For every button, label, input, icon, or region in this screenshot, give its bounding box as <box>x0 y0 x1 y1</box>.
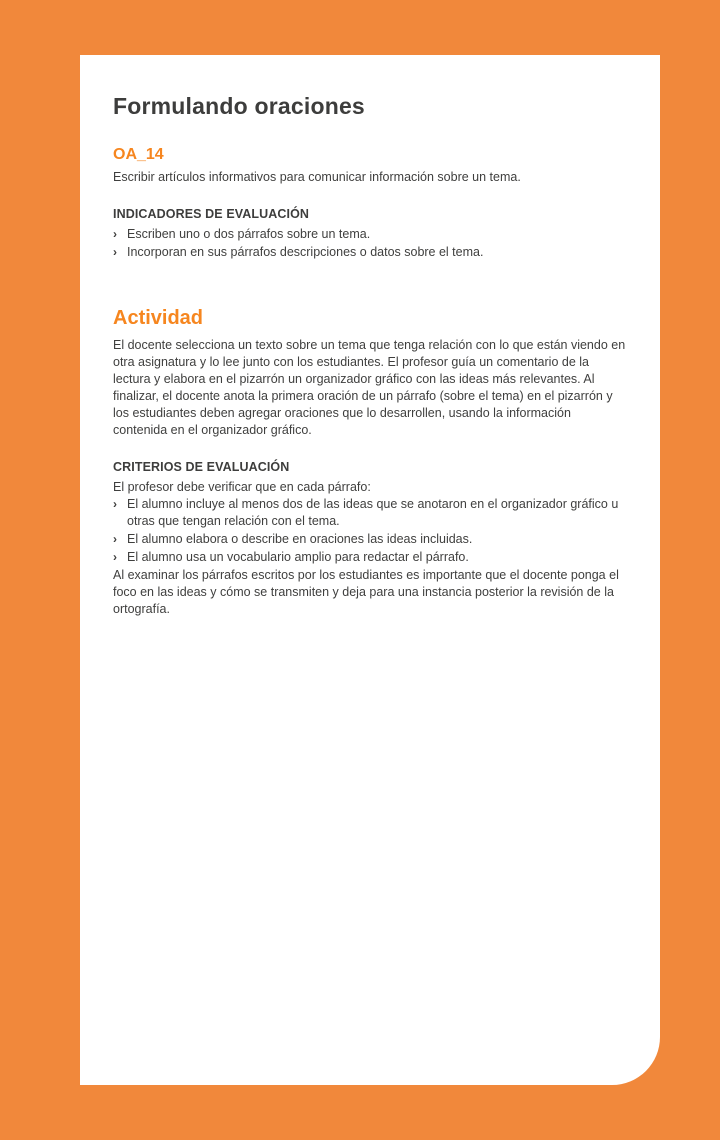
list-item <box>113 496 628 530</box>
page-title: Formulando oraciones <box>113 93 365 119</box>
list-item <box>113 226 628 243</box>
list-item-text: El alumno usa un vocabulario amplio para redactar el párrafo. <box>127 550 469 564</box>
indicadores-list <box>113 226 628 261</box>
list-item-text: El alumno elabora o describe en oraciones las ideas incluidas. <box>127 532 473 546</box>
bullet-icon: › <box>113 497 117 511</box>
indicadores-heading: INDICADORES DE EVALUACIÓN <box>113 207 310 221</box>
criterios-intro: El profesor debe verificar que en cada párrafo: <box>113 480 371 494</box>
criterios-heading: CRITERIOS DE EVALUACIÓN <box>113 460 290 474</box>
criterios-list <box>113 496 628 566</box>
actividad-body: El docente selecciona un texto sobre un tema que tenga relación con lo que están viendo en otra asignatura y lo lee junto con los estudiantes. El profesor guía un comentario de la lectura y elabora en el pizarrón un organizador gráfico con las ideas más relevantes. Al finalizar, el docente anota la primera oración de un párrafo (sobre el tema) en el pizarrón y los estudiantes deben agregar oraciones que lo desarrollen, usando la información contenida en el organizador gráfico. <box>113 338 626 437</box>
bullet-icon: › <box>113 550 117 564</box>
list-item-text: Incorporan en sus párrafos descripciones o datos sobre el tema. <box>127 245 484 259</box>
list-item <box>113 244 628 261</box>
bullet-icon: › <box>113 245 117 259</box>
bullet-icon: › <box>113 227 117 241</box>
list-item-text: Escriben uno o dos párrafos sobre un tema. <box>127 227 371 241</box>
criterios-outro: Al examinar los párrafos escritos por los estudiantes es importante que el docente ponga el foco en las ideas y cómo se transmiten y deja para una instancia posterior la revisión de la ortografía. <box>113 568 619 616</box>
actividad-heading: Actividad <box>113 307 204 329</box>
list-item <box>113 531 628 548</box>
document-card <box>80 55 660 1085</box>
bullet-icon: › <box>113 532 117 546</box>
list-item <box>113 549 628 566</box>
oa-description: Escribir artículos informativos para comunicar información sobre un tema. <box>113 170 521 184</box>
list-item-text: El alumno incluye al menos dos de las ideas que se anotaron en el organizador gráfico u otras que tengan relación con el tema. <box>127 497 619 528</box>
oa-code-heading: OA_14 <box>113 146 164 163</box>
